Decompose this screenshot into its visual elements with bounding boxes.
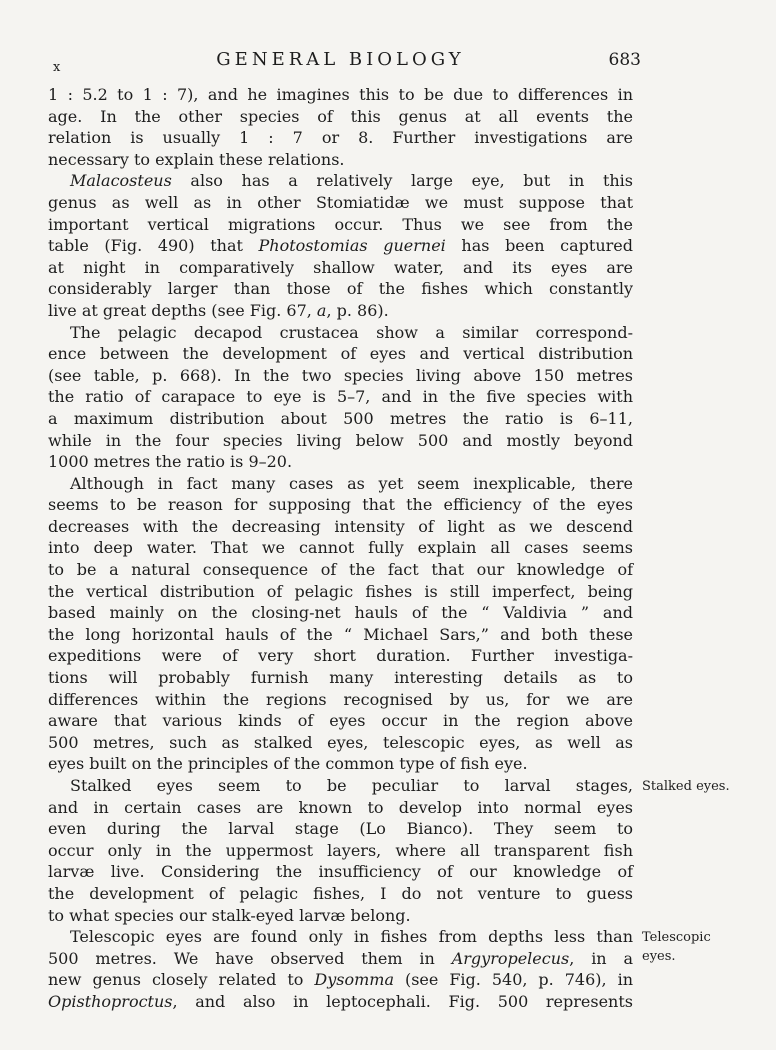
text-line [48, 214, 633, 236]
text-run: genus as well as in other Stomiatidæ we must suppose that [48, 192, 633, 212]
text-line [48, 775, 633, 797]
text-run: live at great depths (see Fig. 67, [48, 300, 317, 320]
text-run: 1000 metres the ratio is 9–20. [48, 452, 293, 472]
text-line [48, 170, 633, 192]
text-run: even during the larval stage (Lo Bianco). They seem to [48, 819, 633, 839]
text-line [48, 343, 633, 365]
text-run: decreases with the decreasing intensity of light as we descend [48, 516, 633, 536]
text-run: 500 metres. We have observed them in [48, 948, 452, 968]
running-title: GENERAL BIOLOGY [216, 49, 465, 70]
text-run: based mainly on the closing-net hauls of the “ Valdivia ” and [48, 603, 633, 623]
text-line [48, 818, 633, 840]
text-block [48, 84, 730, 1013]
italic-text-run: Argyropelecus [451, 948, 570, 968]
text-run: age. In the other species of this genus at all events the [48, 106, 633, 126]
text-run: and in certain cases are known to develop into normal eyes [48, 797, 633, 817]
text-line [48, 84, 633, 106]
italic-text-run: Malacosteus [70, 171, 172, 191]
text-line [48, 300, 633, 322]
text-run: the development of pelagic fishes, I do not venture to guess [48, 883, 633, 903]
text-line [48, 106, 633, 128]
italic-text-run: Photostomias guernei [258, 236, 446, 256]
page-number: 683 [608, 50, 641, 70]
text-run: the ratio of carapace to eye is 5–7, and in the five species with [48, 387, 633, 407]
italic-text-run: Opisthoproctus [48, 991, 173, 1011]
text-line [48, 602, 633, 624]
text-line [48, 322, 633, 344]
margin-note [642, 928, 762, 966]
text-run: has been captured [445, 236, 633, 256]
text-run: new genus closely related to [48, 970, 315, 990]
text-line [48, 969, 633, 991]
paragraph [48, 775, 730, 926]
margin-note-line: eyes. [642, 949, 676, 965]
text-line [48, 127, 633, 149]
text-run: also has a relatively large eye, but in this [171, 171, 633, 191]
text-line [48, 494, 633, 516]
paragraph [48, 84, 633, 170]
margin-note [642, 777, 762, 796]
text-line [48, 408, 633, 430]
text-run: aware that various kinds of eyes occur in the region above [48, 711, 633, 731]
text-run: considerably larger than those of the fishes which constantly [48, 279, 633, 299]
text-line [48, 192, 633, 214]
text-line [48, 537, 633, 559]
text-run: , p. 86). [326, 300, 389, 320]
text-run: important vertical migrations occur. Thus we see from the [48, 214, 633, 234]
text-line [48, 559, 633, 581]
text-run: tions will probably furnish many interesting details as to [48, 668, 633, 688]
text-line [48, 430, 633, 452]
text-run: 500 metres, such as stalked eyes, telescopic eyes, as well as [48, 732, 633, 752]
paragraph [48, 926, 711, 1012]
text-line [48, 883, 633, 905]
text-run: , in a [569, 948, 633, 968]
text-run: Telescopic eyes are found only in fishes from depths less than [70, 927, 633, 947]
text-line [48, 926, 633, 948]
text-run: 1 : 5.2 to 1 : 7), and he imagines this to be due to differences in [48, 85, 633, 104]
text-line [48, 905, 633, 927]
text-run: (see table, p. 668). In the two species living above 150 metres [48, 365, 633, 385]
text-line [48, 451, 633, 473]
text-line [48, 645, 633, 667]
text-line [48, 278, 633, 300]
text-run: seems to be reason for supposing that the efficiency of the eyes [48, 495, 633, 515]
text-line [48, 753, 633, 775]
text-line [48, 624, 633, 646]
paragraph [48, 170, 633, 321]
page-header [48, 48, 641, 80]
text-line [48, 149, 633, 171]
text-line [48, 948, 633, 970]
text-line [48, 732, 633, 754]
margin-note-line: Telescopic [642, 930, 711, 946]
text-line [48, 257, 633, 279]
text-line [48, 235, 633, 257]
text-run: the long horizontal hauls of the “ Michael Sars,” and both these [48, 624, 633, 644]
italic-text-run: a [316, 300, 327, 320]
text-run: to be a natural consequence of the fact that our knowledge of [48, 560, 633, 580]
text-run: eyes built on the principles of the common type of fish eye. [48, 754, 528, 774]
text-line [48, 365, 633, 387]
text-run: table (Fig. 490) that [48, 236, 259, 256]
text-run: larvæ live. Considering the insufficiency of our knowledge of [48, 862, 633, 882]
text-line [48, 840, 633, 862]
text-line [48, 797, 633, 819]
text-run: to what species our stalk-eyed larvæ belong. [48, 905, 411, 925]
text-run: at night in comparatively shallow water, and its eyes are [48, 257, 633, 277]
text-line [48, 861, 633, 883]
text-run: Stalked eyes seem to be peculiar to larval stages, [70, 776, 633, 795]
paragraph [48, 322, 633, 473]
text-run: , and also in leptocephali. Fig. 500 represents [172, 991, 633, 1011]
text-run: differences within the regions recognised by us, for we are [48, 689, 633, 709]
text-run: occur only in the uppermost layers, where all transparent fish [48, 840, 633, 860]
text-line [48, 689, 633, 711]
text-run: the vertical distribution of pelagic fishes is still imperfect, being [48, 581, 633, 601]
text-line [48, 667, 633, 689]
text-run: The pelagic decapod crustacea show a similar correspond- [70, 322, 633, 342]
text-run: expeditions were of very short duration. Further investiga- [48, 646, 633, 666]
text-run: while in the four species living below 500 and mostly beyond [48, 430, 633, 450]
text-run: Although in fact many cases as yet seem inexplicable, there [70, 473, 633, 493]
text-line [48, 473, 633, 495]
text-line [48, 991, 633, 1013]
text-line [48, 710, 633, 732]
text-run: (see Fig. 540, p. 746), in [393, 970, 633, 990]
text-run: into deep water. That we cannot fully explain all cases seems [48, 538, 633, 558]
paragraph [48, 473, 633, 775]
signature-mark: x [53, 60, 61, 75]
text-run: necessary to explain these relations. [48, 149, 345, 169]
text-line [48, 386, 633, 408]
italic-text-run: Dysomma [314, 970, 394, 990]
text-line [48, 516, 633, 538]
text-run: a maximum distribution about 500 metres the ratio is 6–11, [48, 408, 633, 428]
margin-note-line: Stalked eyes. [642, 779, 730, 794]
text-run: relation is usually 1 : 7 or 8. Further investigations are [48, 128, 633, 148]
text-line [48, 581, 633, 603]
text-run: ence between the development of eyes and vertical distribution [48, 344, 633, 364]
